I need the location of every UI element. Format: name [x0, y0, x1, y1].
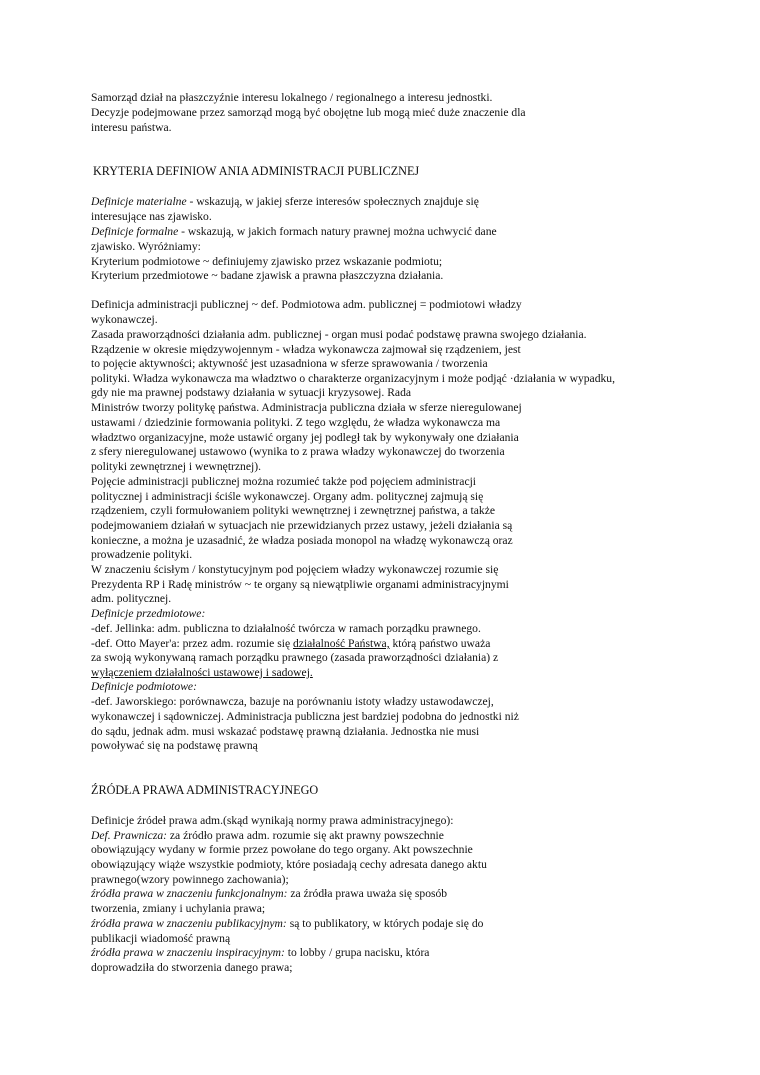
def-materialne-text: - wskazują, w jakiej sferze interesów społecznych znajduje się: [186, 195, 479, 208]
paragraph-line: rządzeniem, czyli formułowaniem polityki wewnętrznej i zewnętrznej państwa, a także: [91, 504, 495, 517]
def-otto-text-b: którą państwo uważa: [389, 637, 491, 650]
paragraph-line: W znaczeniu ścisłym / konstytucyjnym pod pojęciem władzy wykonawczej rozumie się: [91, 563, 499, 576]
def-otto-underline: działalność Państwa,: [293, 637, 390, 650]
paragraph-line: politycznej i administracji ściśle wykonawczej. Organy adm. politycznej zajmują się: [91, 490, 484, 503]
paragraph-line: ustawami / dziedzinie formowania polityki. Z tego względu, że władza wykonawcza ma: [91, 416, 501, 429]
paragraph-line: prowadzenie polityki.: [91, 548, 193, 561]
paragraph-line: gdy nie ma prawnej podstawy działania w sytuacji kryzysowej. Rada: [91, 386, 412, 399]
intro-line-3: interesu państwa.: [91, 121, 172, 134]
def-prawnicza-term: Def. Prawnicza:: [91, 829, 167, 842]
def-otto-mayera: [91, 637, 490, 651]
paragraph-line: polityki zewnętrznej i wewnętrznej).: [91, 460, 261, 473]
paragraph-line: to pojęcie aktywności; aktywność jest uzasadniona w sferze sprawowania / tworzenia: [91, 357, 488, 370]
def-formalne-term: Definicje formalne: [91, 225, 179, 238]
paragraph-line: władztwo organizacyjne, może ustawić organy jej podległ tak by wykonywały one działania: [91, 431, 519, 444]
def-materialne-term: Definicje materialne: [91, 195, 187, 208]
paragraph-line: Ministrów tworzy politykę państwa. Administracja publiczna działa w sferze nieregulowanej: [91, 401, 522, 414]
def-otto-text-a: -def. Otto Mayer'a: przez adm. rozumie się: [91, 637, 293, 650]
def-otto-cont-underlined: [91, 666, 313, 680]
paragraph-line: wykonawczej.: [91, 313, 158, 326]
section-heading-kryteria: KRYTERIA DEFINIOW ANIA ADMINISTRACJI PUBLICZNEJ: [93, 164, 420, 178]
paragraph-line: Prezydenta RP i Radę ministrów ~ te organy są niewątpliwie organami administracyjnymi: [91, 578, 509, 591]
subheading-podmiotowe-text: Definicje podmiotowe:: [91, 680, 197, 693]
paragraph-line: tworzenia, zmiany i uchylania prawa;: [91, 902, 266, 915]
def-publikacyjna: [91, 917, 483, 931]
intro-line-1: Samorząd dział na płaszczyźnie interesu lokalnego / regionalnego a interesu jednostki.: [91, 91, 493, 104]
def-inspiracyjna: [91, 946, 429, 960]
paragraph-line: Definicja administracji publicznej ~ def. Podmiotowa adm. publicznej = podmiotowi władzy: [91, 298, 522, 311]
def-publikacyjna-text: są to publikatory, w których podaje się do: [286, 917, 484, 930]
def-inspiracyjna-term: źródła prawa w znaczeniu inspiracyjnym:: [91, 946, 285, 959]
paragraph-line: Pojęcie administracji publicznej można rozumieć także pod pojęciem administracji: [91, 475, 477, 488]
def-funkcjonalna: [91, 887, 447, 901]
paragraph-line: do sądu, jednak adm. musi wskazać podstawę prawną działania. Jednostka nie musi: [91, 725, 480, 738]
paragraph-line: podejmowaniem działań w sytuacjach nie przewidzianych przez ustawy, jeżeli działania są: [91, 519, 513, 532]
paragraph-line: adm. politycznej.: [91, 592, 172, 605]
def-funkcjonalna-term: źródła prawa w znaczeniu funkcjonalnym:: [91, 887, 288, 900]
kryterium-przedmiotowe: Kryterium przedmiotowe ~ badane zjawisk a prawna płaszczyzna działania.: [91, 269, 444, 282]
def-jaworskiego: -def. Jaworskiego: porównawcza, bazuje na porównaniu istoty władzy ustawodawczej,: [91, 695, 494, 708]
intro-line-2: Decyzje podejmowane przez samorząd mogą być obojętne lub mogą mieć duże znaczenie dla: [91, 106, 526, 119]
section-heading-zrodla: ŹRÓDŁA PRAWA ADMINISTRACYJNEGO: [91, 783, 319, 797]
paragraph-line: publikacji wiadomość prawną: [91, 932, 231, 945]
def-materialne-cont: interesujące nas zjawisko.: [91, 210, 212, 223]
def-prawnicza-text: za źródło prawa adm. rozumie się akt prawny powszechnie: [167, 829, 444, 842]
def-inspiracyjna-text: to lobby / grupa nacisku, która: [284, 946, 430, 959]
paragraph-line: prawnego(wzory powinnego zachowania);: [91, 873, 289, 886]
def-formalne-line: [91, 225, 497, 239]
subheading-przedmiotowe-text: Definicje przedmiotowe:: [91, 607, 206, 620]
def-jellinka: -def. Jellinka: adm. publiczna to działalność twórcza w ramach porządku prawnego.: [91, 622, 481, 635]
paragraph-line: obowiązujący wiąże wszystkie podmioty, które posiadają cechy adresata danego aktu: [91, 858, 487, 871]
paragraph-line: Zasada praworządności działania adm. publicznej - organ musi podać podstawę prawna swojego działania.: [91, 328, 587, 341]
paragraph-line: konieczne, a można je uzasadnić, że władza posiada monopol na władzę wykonawczą oraz: [91, 534, 513, 547]
kryterium-podmiotowe: Kryterium podmiotowe ~ definiujemy zjawisko przez wskazanie podmiotu;: [91, 255, 443, 268]
def-publikacyjna-term: źródła prawa w znaczeniu publikacyjnym:: [91, 917, 287, 930]
paragraph-line: Definicje źródeł prawa adm.(skąd wynikają normy prawa administracyjnego):: [91, 814, 454, 827]
def-funkcjonalna-text: za źródła prawa uważa się sposób: [287, 887, 448, 900]
subheading-przedmiotowe: [91, 607, 205, 621]
paragraph-line: powoływać się na podstawę prawną: [91, 739, 258, 752]
paragraph-line: doprowadziła do stworzenia danego prawa;: [91, 961, 293, 974]
paragraph-line: wykonawczej i sądowniczej. Administracja publiczna jest bardziej podobna do jednostki niż: [91, 710, 519, 723]
paragraph-line: z sfery nieregulowanej ustawowo (wynika to z prawa władzy wykonawczej do tworzenia: [91, 445, 505, 458]
def-formalne-text: - wskazują, w jakich formach natury prawnej można uchwycić dane: [178, 225, 497, 238]
def-otto-underline-2: wyłączeniem działalności ustawowej i sadowej.: [91, 666, 313, 679]
subheading-podmiotowe: [91, 680, 197, 694]
paragraph-line: Rządzenie w okresie międzywojennym - władza wykonawcza zajmował się rządzeniem, jest: [91, 343, 521, 356]
def-otto-cont: za swoją wykonywaną ramach porządku prawnego (zasada praworządności działania) z: [91, 651, 499, 664]
def-formalne-cont: zjawisko. Wyróżniamy:: [91, 240, 201, 253]
def-prawnicza: [91, 829, 444, 843]
paragraph-line: obowiązujący wydany w formie przez powołane do tego organy. Akt powszechnie: [91, 843, 473, 856]
paragraph-line: polityki. Władza wykonawcza ma władztwo o charakterze organizacyjnym i może podjąć ·działania w wypadku,: [91, 372, 615, 385]
def-materialne-line: [91, 195, 479, 209]
